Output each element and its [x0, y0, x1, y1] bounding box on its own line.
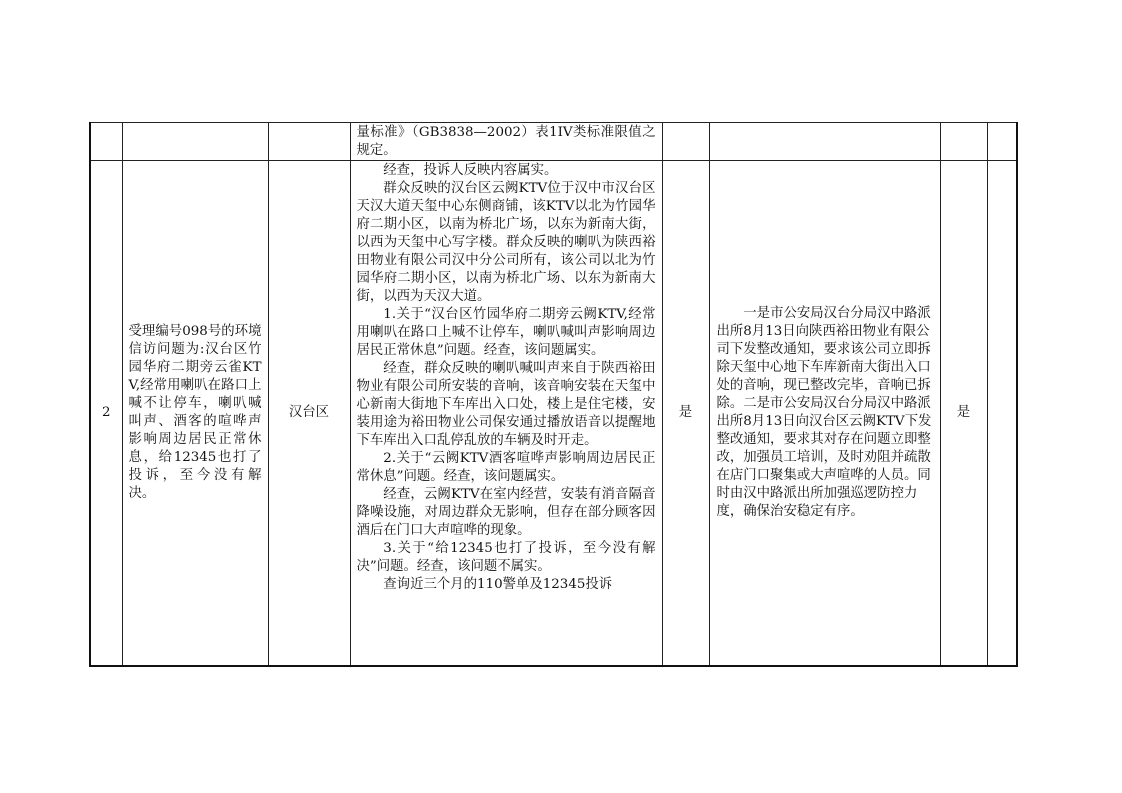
- seq-number: 2: [101, 405, 111, 420]
- monitoring-text: 量标准》（GB3838—2002）表1IV类标准限值之规定。: [356, 125, 656, 158]
- completed-cell: [940, 161, 987, 667]
- findings-cell: [350, 123, 662, 161]
- completed-cell: [940, 123, 987, 161]
- findings-paragraph: 群众反映的汉台区云阙KTV位于汉中市汉台区天汉大道天玺中心东侧商铺，该KTV以北为竹园华府二期小区，以南为桥北广场，以东为新南大街，以西为天玺中心写字楼。群众反映的喇叭为陕西裕田物业有限公司汉中分公司所有，该公司以北为竹园华府二期小区，以南为桥北广场、以东为新南大街，以西为天汉大道。: [356, 181, 656, 304]
- findings-paragraph: 查询近三个月的110警单及12345投诉: [383, 577, 613, 592]
- remark-cell: [987, 123, 1017, 161]
- findings-paragraph: 3.关于“给12345也打了投诉，至今没有解决”问题。经查，该问题不属实。: [356, 541, 656, 574]
- findings-paragraph: 经查，投诉人反映内容属实。: [383, 163, 558, 178]
- rectification-paragraph: 一是市公安局汉台分局汉中路派出所8月13日向陕西裕田物业有限公司下发整改通知，要求该公司立即拆除天玺中心地下车库新南大街出入口处的音响，现已整改完毕，音响已拆除。二是市公安局汉台分局汉中路派出所8月13日向汉台区云阙KTV下发整改通知，要求其对存在问题立即整改，加强员工培训，及时劝阻并疏散在店门口聚集或大声喧哗的人员。同时由汉中路派出所加强巡逻防控力度，确保治安稳定有序。: [716, 306, 932, 519]
- table-row: [90, 123, 1017, 161]
- complaint-table: [89, 122, 1018, 667]
- is-true-text: 是: [678, 405, 693, 420]
- completed-text: 是: [956, 405, 971, 420]
- rectification-cell: [709, 161, 940, 667]
- rectification-cell: [709, 123, 940, 161]
- findings-paragraph: 经查，群众反映的喇叭喊叫声来自于陕西裕田物业有限公司所安装的音响，该音响安装在天玺中心新南大街地下车库出入口处，楼上是住宅楼，安装用途为裕田物业公司保安通过播放语音以提醒地下车库出入口乱停乱放的车辆及时开走。: [356, 361, 656, 448]
- complaint-text: 受理编号098号的环境信访问题为:汉台区竹园华府二期旁云雀KTV,经常用喇叭在路口上喊不让停车，喇叭喊叫声、酒客的喧哗声影响周边居民正常休息，给12345也打了投诉，至今没有解决。: [128, 324, 262, 501]
- findings-cell: [350, 161, 662, 667]
- is-true-cell: [662, 161, 709, 667]
- findings-paragraph: 2.关于“云阙KTV酒客喧哗声影响周边居民正常休息”问题。经查，该问题属实。: [356, 451, 656, 484]
- findings-paragraph: 1.关于“汉台区竹园华府二期旁云阙KTV,经常用喇叭在路口上喊不让停车，喇叭喊叫声影响周边居民正常休息”问题。经查，该问题属实。: [356, 307, 656, 358]
- rectification-text: [710, 305, 940, 521]
- seq-cell: [90, 161, 122, 667]
- district-cell: [268, 161, 350, 667]
- complaint-cell: [122, 161, 268, 667]
- district-cell: [268, 123, 350, 161]
- district-text: 汉台区: [288, 405, 330, 420]
- complaint-cell: [122, 123, 268, 161]
- table-row: [90, 161, 1017, 667]
- remark-cell: [987, 161, 1017, 667]
- findings-text: [351, 161, 662, 594]
- findings-paragraph: 经查，云阙KTV在室内经营，安装有消音隔音降噪设施，对周边群众无影响，但存在部分顾客因酒后在门口大声喧哗的现象。: [356, 487, 656, 538]
- is-true-cell: [662, 123, 709, 161]
- seq-cell: [90, 123, 122, 161]
